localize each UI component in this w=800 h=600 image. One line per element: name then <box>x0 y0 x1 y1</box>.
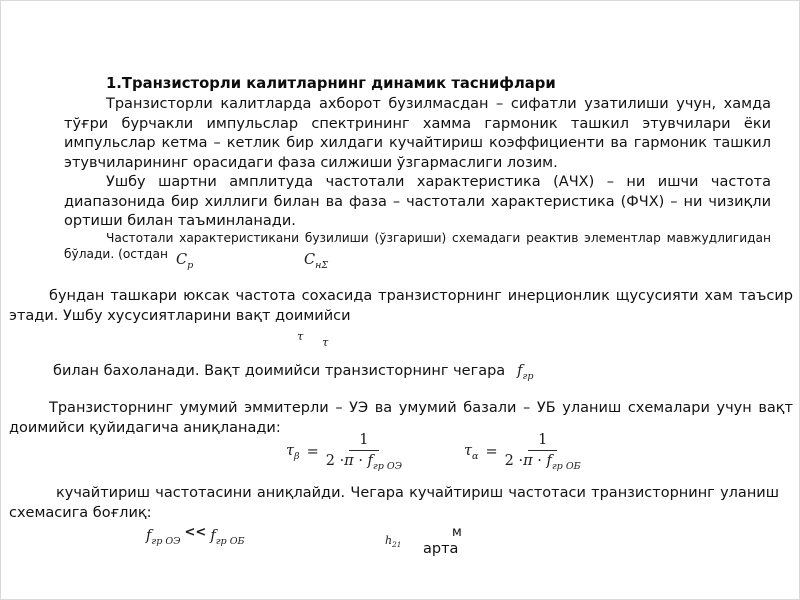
formula-tau-beta <box>286 432 402 473</box>
paragraph-connection-schemes: Транзисторнинг умумий эммитерли – УЭ ва умумий базали – УБ уланиш схемалари учун вақт доимийси қуйидагича аниқланади: <box>9 400 793 436</box>
tau-beta-fraction <box>326 432 402 473</box>
f-subscript-oe: гр ОЭ <box>372 460 403 472</box>
tau-alpha-equals: = <box>485 444 498 461</box>
much-less-operator: << <box>184 525 207 540</box>
pi-symbol: π <box>523 452 533 469</box>
dot-operator: · <box>518 452 524 469</box>
fragment-arta: арта <box>423 541 459 557</box>
paragraph-inertia: бундан ташкари юксак частота сохасида транзисторнинг инерционлик щусусияти хам таъсир этади. Ушбу хусусиятларини вақт доимийси <box>9 288 793 324</box>
cn-base: C <box>304 252 316 268</box>
tau-alpha-symbol: τ <box>464 442 473 459</box>
f-symbol: f <box>367 452 373 469</box>
dot-operator: · <box>339 452 345 469</box>
h21-base: h <box>385 534 393 547</box>
formula-frequency-inequality <box>146 525 245 547</box>
time-constant-text: билан бахоланади. Вақт доимийси транзисторнинг чегара <box>53 363 506 379</box>
paragraph-intro: Транзисторли калитларда ахборот бузилмасдан – сифатли узатилиши учун, хамда тўғри бурчакли импульслар спектрининг хамма гармоник ташкил этувчилари ёки импульслар кетма – кетлик бир хилдаги кучайтириш коэффициенти ва гармоник ташкил этувчиларининг орасидаги фаза силжиши ўзгармаслиги лозим. <box>64 96 771 171</box>
tau-beta-symbol: τ <box>286 442 295 459</box>
formula-tau-alpha <box>464 432 581 473</box>
paragraph-cutoff-frequency: кучайтириш частотасини аниқлайди. Чегара кучайтириш частотаси транзисторнинг уланиш схемасига боғлиқ: <box>9 485 779 521</box>
f1-subscript: гр ОЭ <box>151 535 181 547</box>
f2-symbol: f <box>210 528 216 544</box>
tau-beta-denominator <box>326 451 402 473</box>
cp-base: C <box>176 252 188 268</box>
cp-subscript: р <box>187 259 194 271</box>
formula-capacitance-cn-sigma <box>304 252 328 271</box>
formula-h21 <box>385 534 401 549</box>
h21-subscript: 21 <box>392 540 402 550</box>
tau-beta-coef: 2 <box>325 452 335 469</box>
paragraph-achx-fchx: Ушбу шартни амплитуда частотали характеристика (АЧХ) – ни ишчи частота диапазонида бир хиллиги билан ва фаза – частотали характеристика (ФЧХ) – ни чизиқли ортиши билан таъминланади. <box>64 174 771 229</box>
pi-symbol: π <box>344 452 354 469</box>
fgr-subscript: гр <box>522 370 534 382</box>
tau-alpha-denominator <box>505 451 581 473</box>
tau-alpha-subscript: α <box>472 450 479 462</box>
f1-symbol: f <box>146 528 152 544</box>
f-symbol: f <box>546 452 552 469</box>
dot-operator: · <box>358 452 363 469</box>
tau-alpha-lhs <box>464 443 479 462</box>
tau-alpha-numerator: 1 <box>528 432 557 451</box>
page-title: 1.Транзисторли калитларнинг динамик таснифлари <box>106 75 556 92</box>
fragment-m: м <box>452 525 462 540</box>
paragraph-time-constant <box>53 362 613 386</box>
f-subscript-ob: гр ОБ <box>551 460 581 472</box>
paragraph-reactive-elements: Частотали характеристикани бузилиши (ўзгариши) схемадаги реактив элементлар мавжудлигидан бўлади. (остдан <box>64 231 771 261</box>
tau-symbol-1: τ <box>297 329 304 343</box>
dot-operator: · <box>537 452 542 469</box>
tau-symbol-2: τ <box>322 335 329 349</box>
fgr-base: f <box>517 363 523 379</box>
tau-beta-equals: = <box>306 444 319 461</box>
tau-alpha-coef: 2 <box>504 452 514 469</box>
f2-subscript: гр ОБ <box>215 535 245 547</box>
formula-fgr <box>517 363 534 382</box>
cn-subscript: нΣ <box>315 259 329 271</box>
tau-alpha-fraction <box>505 432 581 473</box>
tau-beta-lhs <box>286 443 300 462</box>
tau-beta-numerator: 1 <box>349 432 378 451</box>
tau-beta-subscript: β <box>294 450 300 462</box>
formula-capacitance-cp <box>176 252 193 271</box>
